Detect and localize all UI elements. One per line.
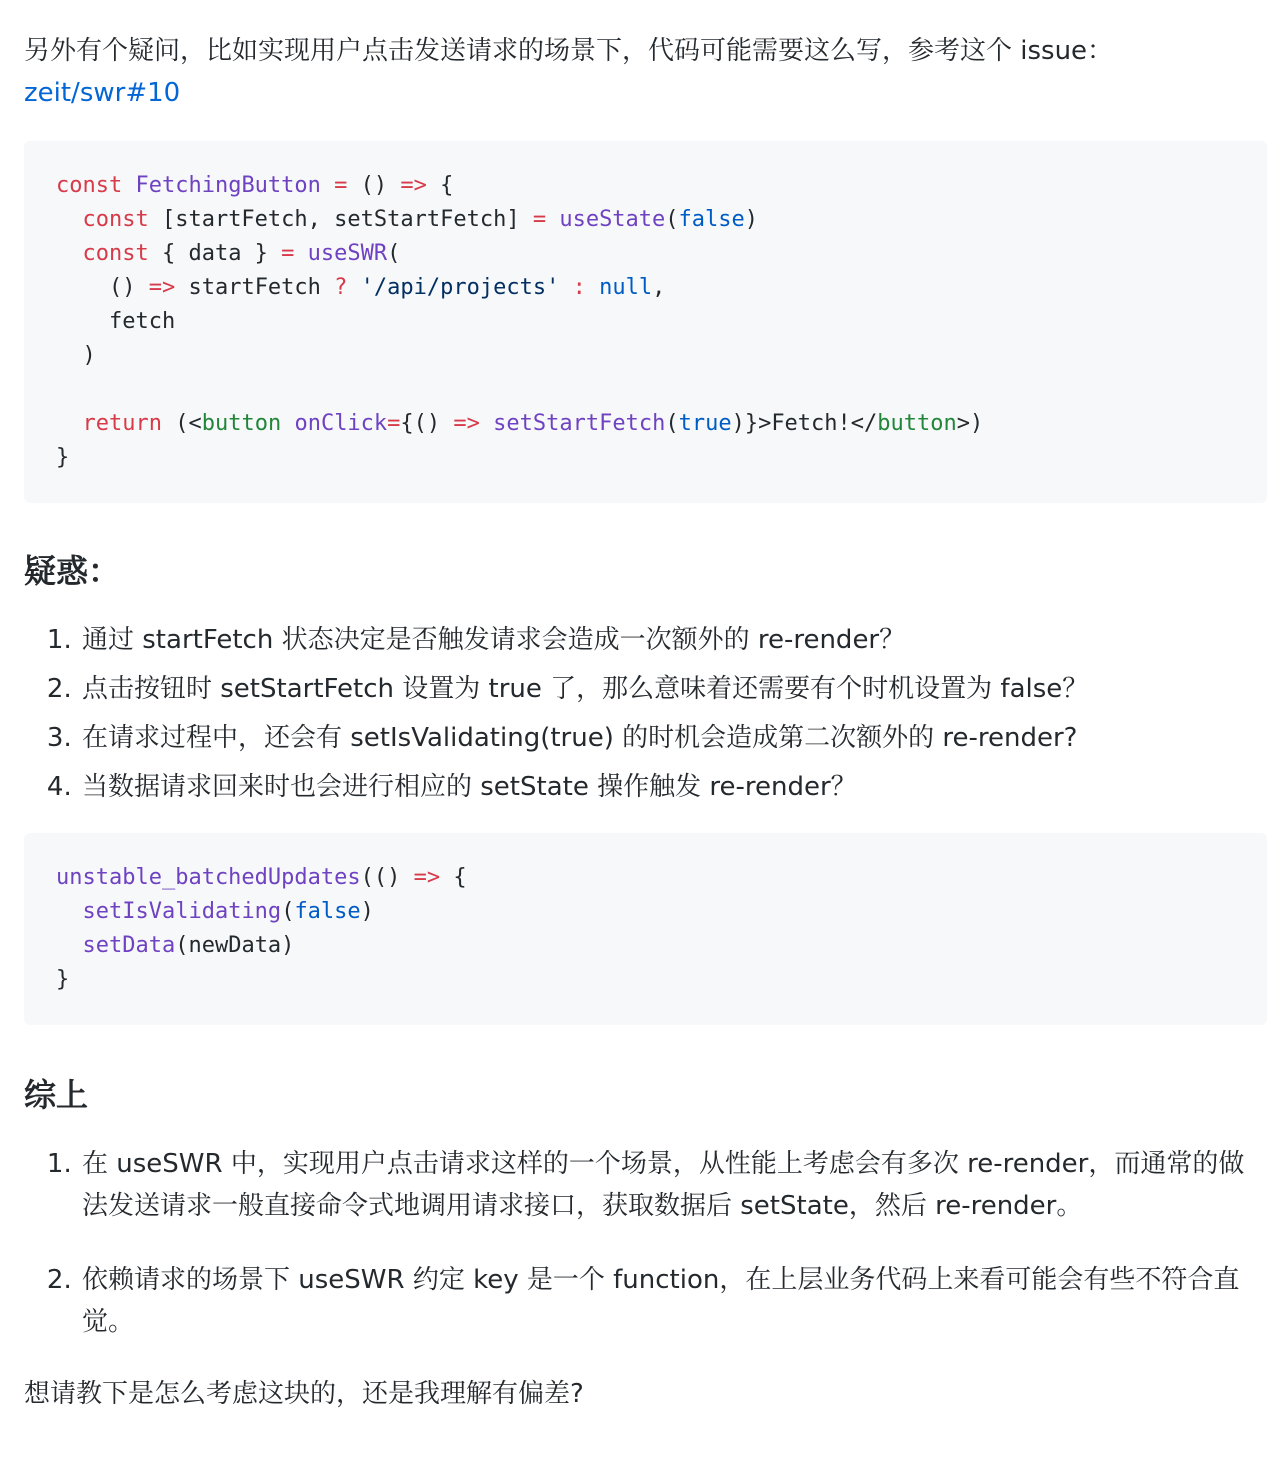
list-item: 1. 在 useSWR 中，实现用户点击请求这样的一个场景，从性能上考虑会有多次 re-render，而通常的做法发送请求一般直接命令式地调用请求接口，获取数据后 setState，然后 re-render。 — [80, 1143, 1266, 1227]
intro-paragraph — [24, 30, 1266, 114]
list-item: 2. 点击按钮时 setStartFetch 设置为 true 了，那么意味着还需要有个时机设置为 false？ — [80, 668, 1266, 710]
code-block-fetching-button: const FetchingButton = () => { const [startFetch, setStartFetch] = useState(false) const { data } = useSWR( () => startFetch ? '/api/projects' : null, fetch ) return (<button onClick={() => setStartFetch(true)}>Fetch!</button>) } — [24, 141, 1267, 503]
list-item: 3. 在请求过程中，还会有 setIsValidating(true) 的时机会造成第二次额外的 re-render? — [80, 717, 1266, 759]
list-item: 2. 依赖请求的场景下 useSWR 约定 key 是一个 function，在上层业务代码上来看可能会有些不符合直觉。 — [80, 1259, 1266, 1343]
doubt-list — [24, 619, 1266, 808]
code-block-batched-updates: unstable_batchedUpdates(() => { setIsValidating(false) setData(newData) } — [24, 833, 1267, 1025]
heading-summary: 综上 — [24, 1076, 89, 1114]
issue-link[interactable]: zeit/swr#10 — [24, 78, 181, 108]
list-item: 1. 通过 startFetch 状态决定是否触发请求会造成一次额外的 re-render？ — [80, 619, 1266, 661]
list-item: 4. 当数据请求回来时也会进行相应的 setState 操作触发 re-render？ — [80, 766, 1266, 808]
intro-text: 另外有个疑问，比如实现用户点击发送请求的场景下，代码可能需要这么写，参考这个 issue： — [24, 36, 1114, 66]
summary-list — [24, 1143, 1266, 1343]
closing-paragraph: 想请教下是怎么考虑这块的，还是我理解有偏差? — [24, 1379, 584, 1409]
heading-doubt: 疑惑： — [24, 552, 121, 590]
